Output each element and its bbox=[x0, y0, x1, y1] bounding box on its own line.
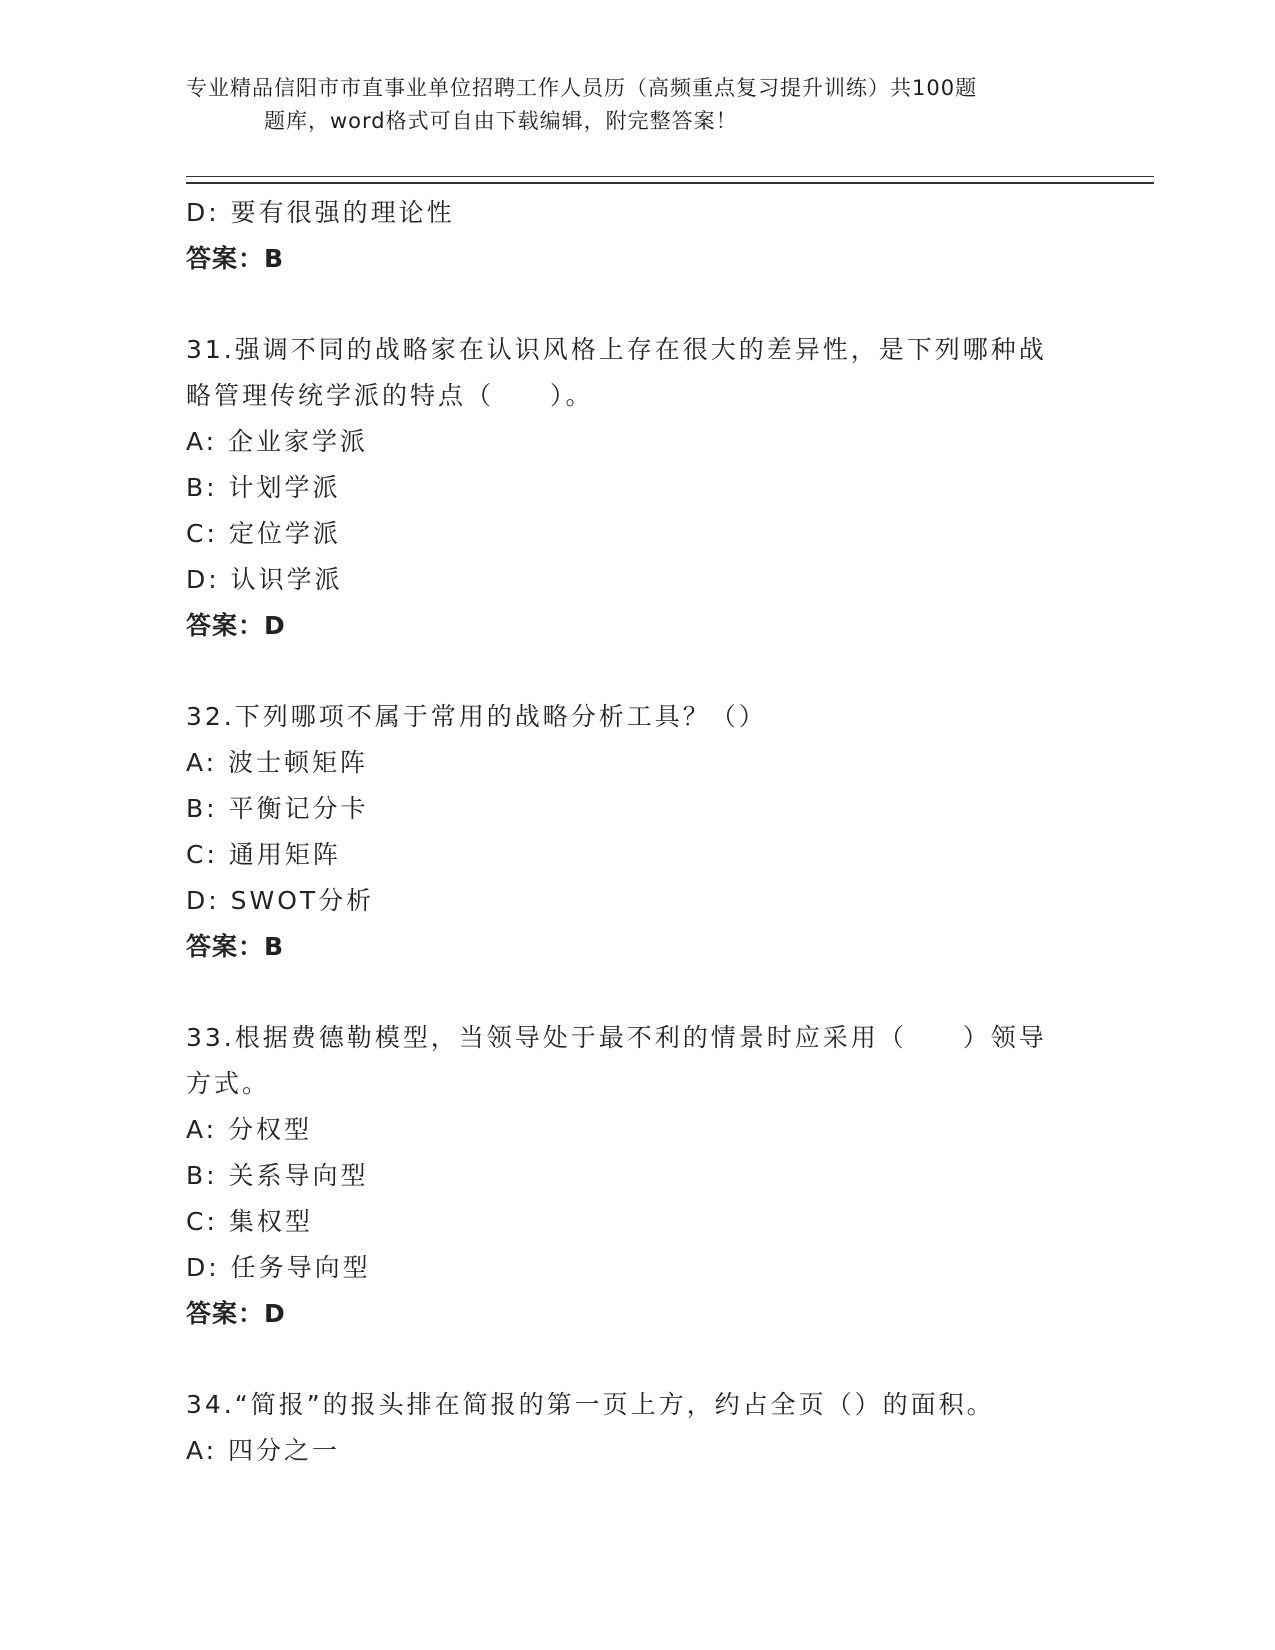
option-b: B: 关系导向型 bbox=[186, 1161, 369, 1190]
option-d: D: 任务导向型 bbox=[186, 1253, 371, 1282]
question-block-32 bbox=[186, 694, 1086, 970]
option-a: A: 波士顿矩阵 bbox=[186, 748, 369, 777]
question-block-34 bbox=[186, 1382, 1086, 1474]
question-list bbox=[186, 190, 1086, 1474]
option-c: C: 通用矩阵 bbox=[186, 840, 341, 869]
option-b: B: 平衡记分卡 bbox=[186, 794, 369, 823]
option-c: C: 集权型 bbox=[186, 1207, 313, 1236]
option-a: A: 企业家学派 bbox=[186, 427, 369, 456]
answer-line: 答案：D bbox=[186, 611, 286, 640]
option-d: D: 认识学派 bbox=[186, 565, 343, 594]
option-d: D: 要有很强的理论性 bbox=[186, 198, 455, 227]
answer-line: 答案：D bbox=[186, 1299, 286, 1328]
header-rule-thin bbox=[186, 176, 1154, 177]
option-c: C: 定位学派 bbox=[186, 519, 341, 548]
header-title-line-1: 专业精品信阳市市直事业单位招聘工作人员历（高频重点复习提升训练）共100题 bbox=[186, 76, 978, 100]
question-block-30 bbox=[186, 190, 1086, 282]
question-block-31 bbox=[186, 327, 1086, 649]
question-stem: 31.强调不同的战略家在认识风格上存在很大的差异性，是下列哪种战 bbox=[186, 335, 1047, 364]
question-stem: 34.“简报”的报头排在简报的第一页上方，约占全页（）的面积。 bbox=[186, 1390, 995, 1419]
option-a: A: 分权型 bbox=[186, 1115, 313, 1144]
option-b: B: 计划学派 bbox=[186, 473, 341, 502]
question-stem-continued: 略管理传统学派的特点（ ）。 bbox=[186, 381, 594, 410]
question-stem: 33.根据费德勒模型，当领导处于最不利的情景时应采用（ ）领导 bbox=[186, 1023, 1047, 1052]
answer-line: 答案：B bbox=[186, 932, 285, 961]
option-a: A: 四分之一 bbox=[186, 1436, 341, 1465]
answer-line: 答案：B bbox=[186, 244, 285, 273]
question-stem-continued: 方式。 bbox=[186, 1069, 271, 1098]
header-rule-thick bbox=[186, 182, 1154, 184]
question-block-33 bbox=[186, 1015, 1086, 1337]
question-stem: 32.下列哪项不属于常用的战略分析工具？（） bbox=[186, 702, 767, 731]
document-header bbox=[186, 72, 1086, 138]
option-d: D: SWOT分析 bbox=[186, 886, 375, 915]
header-title-line-2: 题库，word格式可自由下载编辑，附完整答案！ bbox=[264, 109, 738, 133]
